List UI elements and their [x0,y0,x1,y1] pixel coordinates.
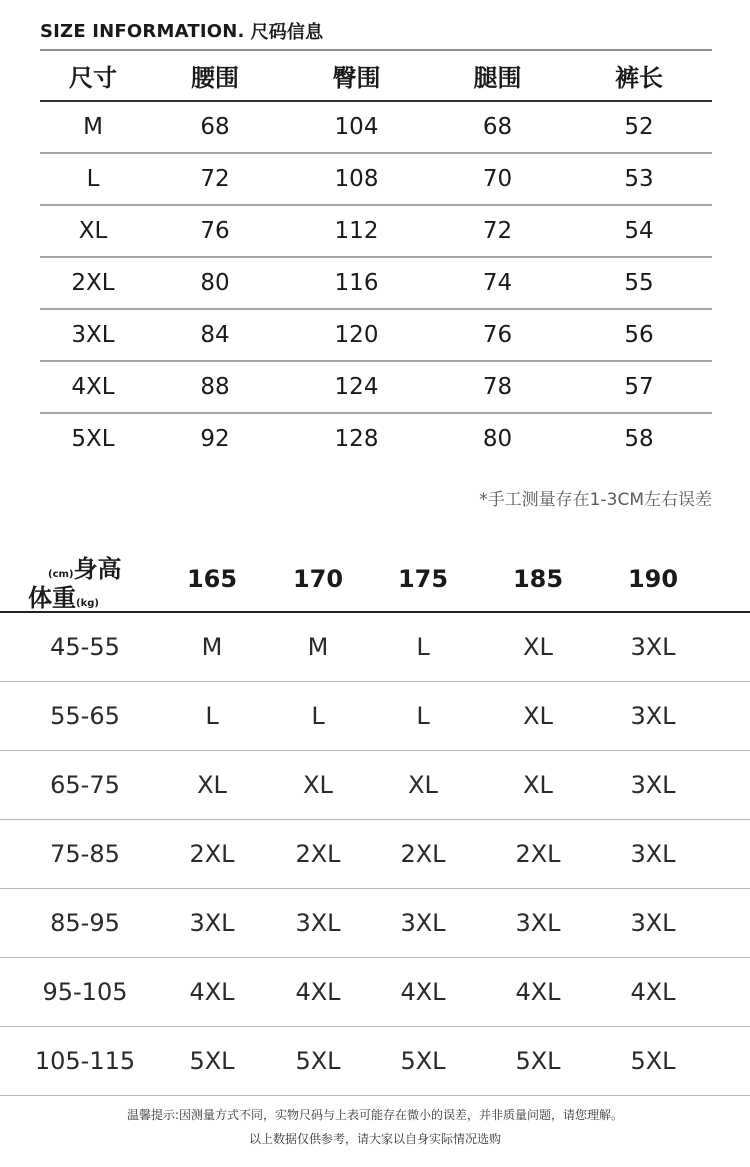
recommended-size: 5XL [295,1047,341,1075]
recommended-size: 3XL [189,909,235,937]
weight-range: 45-55 [50,633,120,661]
measurement-note: *手工测量存在1-3CM左右误差 [479,490,712,510]
recommended-size: XL [303,771,333,799]
recommended-size: M [201,633,223,661]
table-row [40,206,712,258]
table-row [0,613,750,682]
table-row [40,414,712,464]
hip-value: 124 [334,374,379,400]
column-header-length: 裤长 [615,63,663,92]
recommended-size: XL [197,771,227,799]
recommended-size: 5XL [630,1047,676,1075]
recommended-size: XL [408,771,438,799]
recommended-size: XL [523,633,553,661]
size-label: L [86,166,100,192]
recommended-size: 3XL [630,633,676,661]
height-header: 175 [397,565,449,593]
footer-tip: 温馨提示:因测量方式不同，实物尺码与上表可能存在微小的误差，并非质量问题，请您理解。 [126,1108,624,1122]
table-row [0,958,750,1027]
recommended-size: 5XL [189,1047,235,1075]
hip-value: 112 [334,218,379,244]
length-value: 53 [624,166,654,192]
recommended-size: L [205,702,219,730]
section-title [40,18,323,44]
size-table [40,50,712,464]
column-header-waist: 腰围 [191,63,239,92]
table-row [0,820,750,889]
height-header: 190 [627,565,679,593]
recommended-size: M [307,633,329,661]
recommended-size: 3XL [630,771,676,799]
waist-value: 92 [200,426,230,452]
recommended-size: 3XL [400,909,446,937]
weight-range: 75-85 [50,840,120,868]
table-row [0,751,750,820]
recommended-size: 3XL [515,909,561,937]
recommended-size: 3XL [630,702,676,730]
thigh-value: 76 [482,322,513,348]
length-value: 54 [624,218,654,244]
length-value: 57 [624,374,654,400]
recommended-size: 2XL [515,840,561,868]
table-row [40,362,712,414]
thigh-value: 74 [482,270,513,296]
hip-value: 116 [334,270,379,296]
waist-value: 68 [200,114,230,140]
table-row [40,154,712,206]
thigh-value: 72 [482,218,513,244]
size-label: XL [78,218,108,244]
weight-range: 65-75 [50,771,120,799]
size-table-header [40,50,712,102]
recommended-size: 2XL [189,840,235,868]
size-label: 3XL [71,322,115,348]
size-label: 2XL [71,270,115,296]
hip-value: 104 [334,114,379,140]
recommended-size: 5XL [400,1047,446,1075]
footer-disclaimer: 以上数据仅供参考，请大家以自身实际情况选购 [248,1132,501,1146]
corner-header [28,545,148,611]
table-row [40,258,712,310]
recommended-size: 4XL [295,978,341,1006]
recommended-size: 4XL [630,978,676,1006]
weight-range: 95-105 [42,978,128,1006]
thigh-value: 70 [482,166,513,192]
length-value: 56 [624,322,654,348]
length-value: 52 [624,114,654,140]
recommended-size: 2XL [295,840,341,868]
weight-range: 85-95 [50,909,120,937]
weight-label: 体重 [28,584,76,612]
recommend-table [0,613,750,1096]
table-row [40,102,712,154]
height-unit: (cm) [48,569,74,580]
size-label: M [83,114,103,140]
column-header-size: 尺寸 [69,63,117,92]
length-value: 55 [624,270,654,296]
title-chinese: 尺码信息 [250,22,324,43]
size-label: 5XL [71,426,115,452]
hip-value: 120 [334,322,379,348]
height-label: 身高 [73,555,122,583]
size-label: 4XL [71,374,115,400]
recommended-size: 5XL [515,1047,561,1075]
height-header: 170 [292,565,344,593]
weight-unit: (kg) [76,598,99,609]
recommended-size: 4XL [515,978,561,1006]
hip-value: 128 [334,426,379,452]
waist-value: 76 [200,218,230,244]
thigh-value: 78 [482,374,513,400]
waist-value: 80 [200,270,230,296]
recommended-size: XL [523,771,553,799]
column-header-hip: 臀围 [332,63,381,92]
recommended-size: 4XL [189,978,235,1006]
recommended-size: 2XL [400,840,446,868]
table-row [0,682,750,751]
table-row [0,889,750,958]
height-header: 165 [186,565,238,593]
weight-range: 55-65 [50,702,120,730]
column-header-thigh: 腿围 [473,63,522,92]
recommended-size: 4XL [400,978,446,1006]
recommended-size: 3XL [630,840,676,868]
recommended-size: L [416,633,430,661]
recommended-size: 3XL [295,909,341,937]
recommended-size: XL [523,702,553,730]
thigh-value: 68 [482,114,513,140]
height-header: 185 [512,565,564,593]
recommend-table-header [0,545,750,611]
waist-value: 88 [200,374,230,400]
waist-value: 72 [200,166,230,192]
recommended-size: L [311,702,325,730]
length-value: 58 [624,426,654,452]
recommended-size: L [416,702,430,730]
title-english: SIZE INFORMATION. [40,20,245,42]
weight-range: 105-115 [34,1047,136,1075]
thigh-value: 80 [482,426,513,452]
hip-value: 108 [334,166,379,192]
table-row [0,1027,750,1096]
table-row [40,310,712,362]
waist-value: 84 [200,322,230,348]
recommended-size: 3XL [630,909,676,937]
